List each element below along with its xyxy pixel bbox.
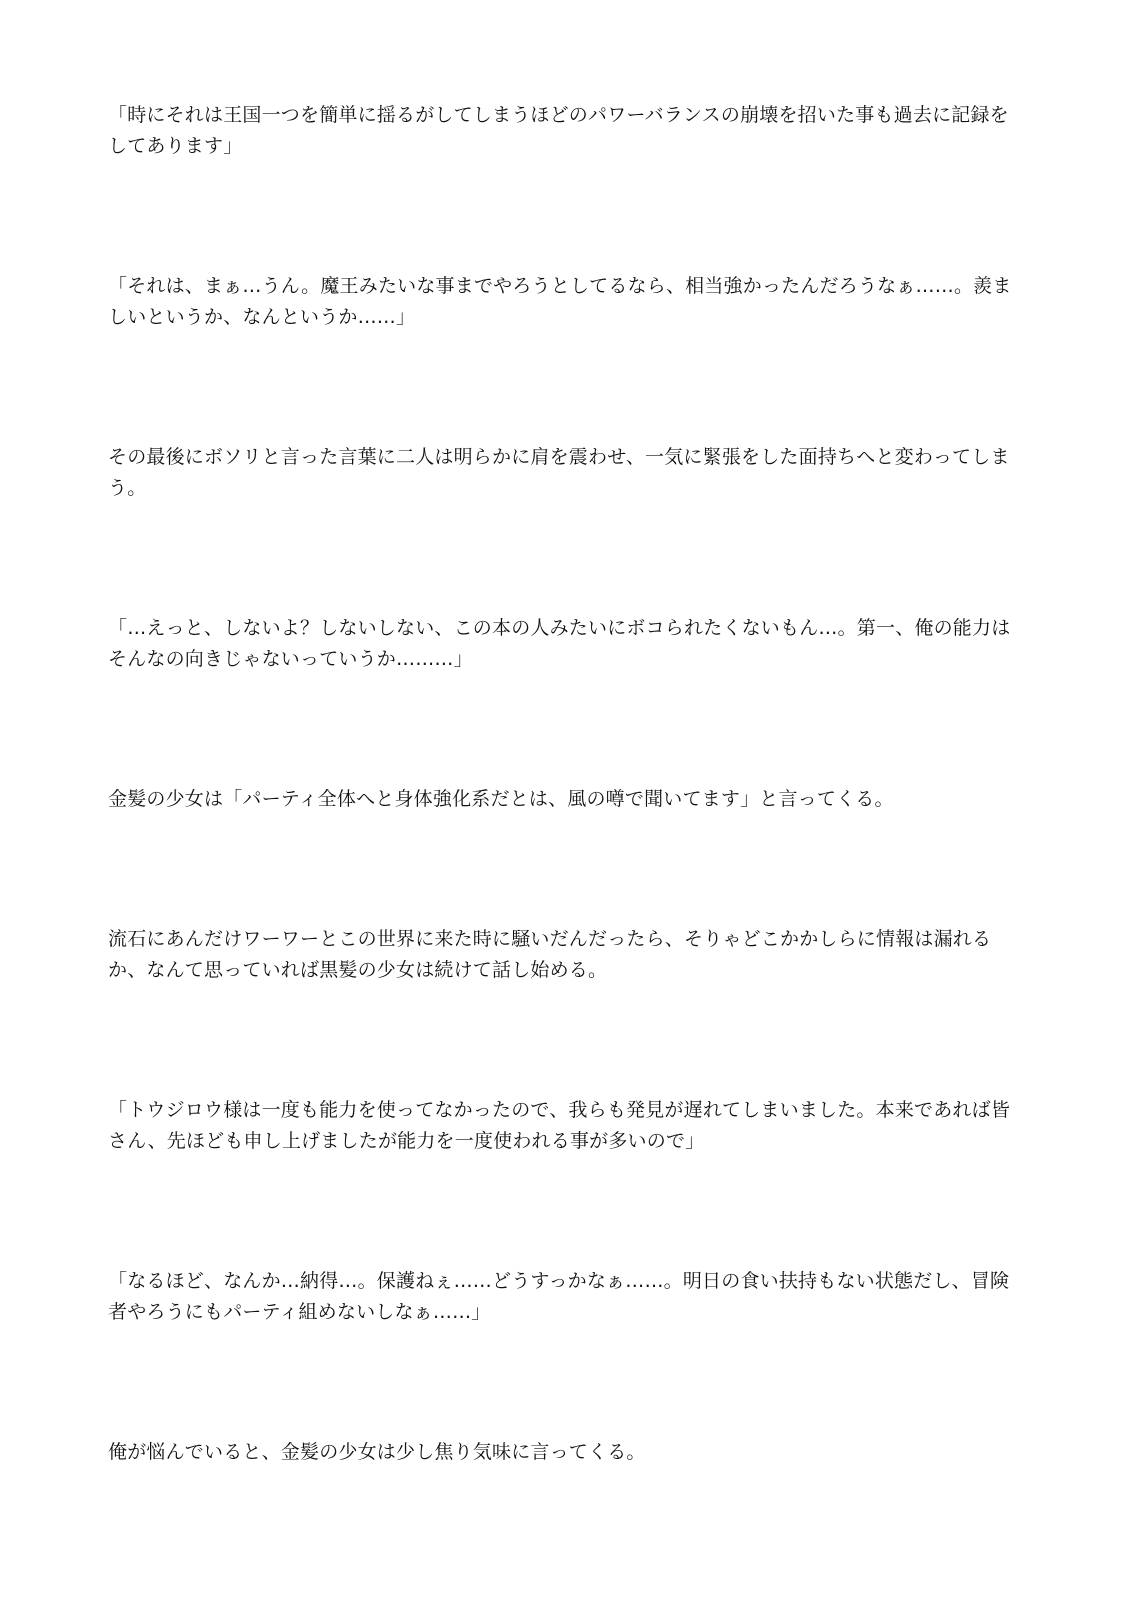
paragraph-narration-4: 俺が悩んでいると、金髪の少女は少し焦り気味に言ってくる。 xyxy=(108,1441,646,1463)
paragraph-narration-2: 金髪の少女は「パーティ全体へと身体強化系だとは、風の噂で聞いてます」と言ってくる。 xyxy=(108,788,894,810)
paragraph-dialogue-5: 「なるほど、なんか…納得…。保護ねぇ……どうすっかなぁ……。明日の食い扶持もない状態だし、冒険者やろうにもパーティ組めないしなぁ……」 xyxy=(108,1270,1010,1323)
paragraph-dialogue-3: 「…えっと、しないよ？しないしない、この本の人みたいにボコられたくないもん…。第一、俺の能力はそんなの向きじゃないっていうか………」 xyxy=(108,617,1011,670)
paragraph-dialogue-4: 「トウジロウ様は一度も能力を使ってなかったので、我らも発見が遅れてしまいました。本来であれば皆さん、先ほども申し上げましたが能力を一度使われる事が多いので」 xyxy=(108,1099,1011,1152)
paragraph-narration-1: その最後にボソリと言った言葉に二人は明らかに肩を震わせ、一気に緊張をした面持ちへと変わってしまう。 xyxy=(108,446,1010,499)
paragraph-narration-3: 流石にあんだけワーワーとこの世界に来た時に騒いだんだったら、そりゃどこかかしらに情報は漏れるか、なんて思っていれば黒髪の少女は続けて話し始める。 xyxy=(108,928,992,981)
paragraph-dialogue-2: 「それは、まぁ…うん。魔王みたいな事までやろうとしてるなら、相当強かったんだろうなぁ……。羨ましいというか、なんというか……」 xyxy=(108,275,1012,328)
paragraph-dialogue-1: 「時にそれは王国一つを簡単に揺るがしてしまうほどのパワーバランスの崩壊を招いた事も過去に記録をしてあります」 xyxy=(108,104,1009,157)
